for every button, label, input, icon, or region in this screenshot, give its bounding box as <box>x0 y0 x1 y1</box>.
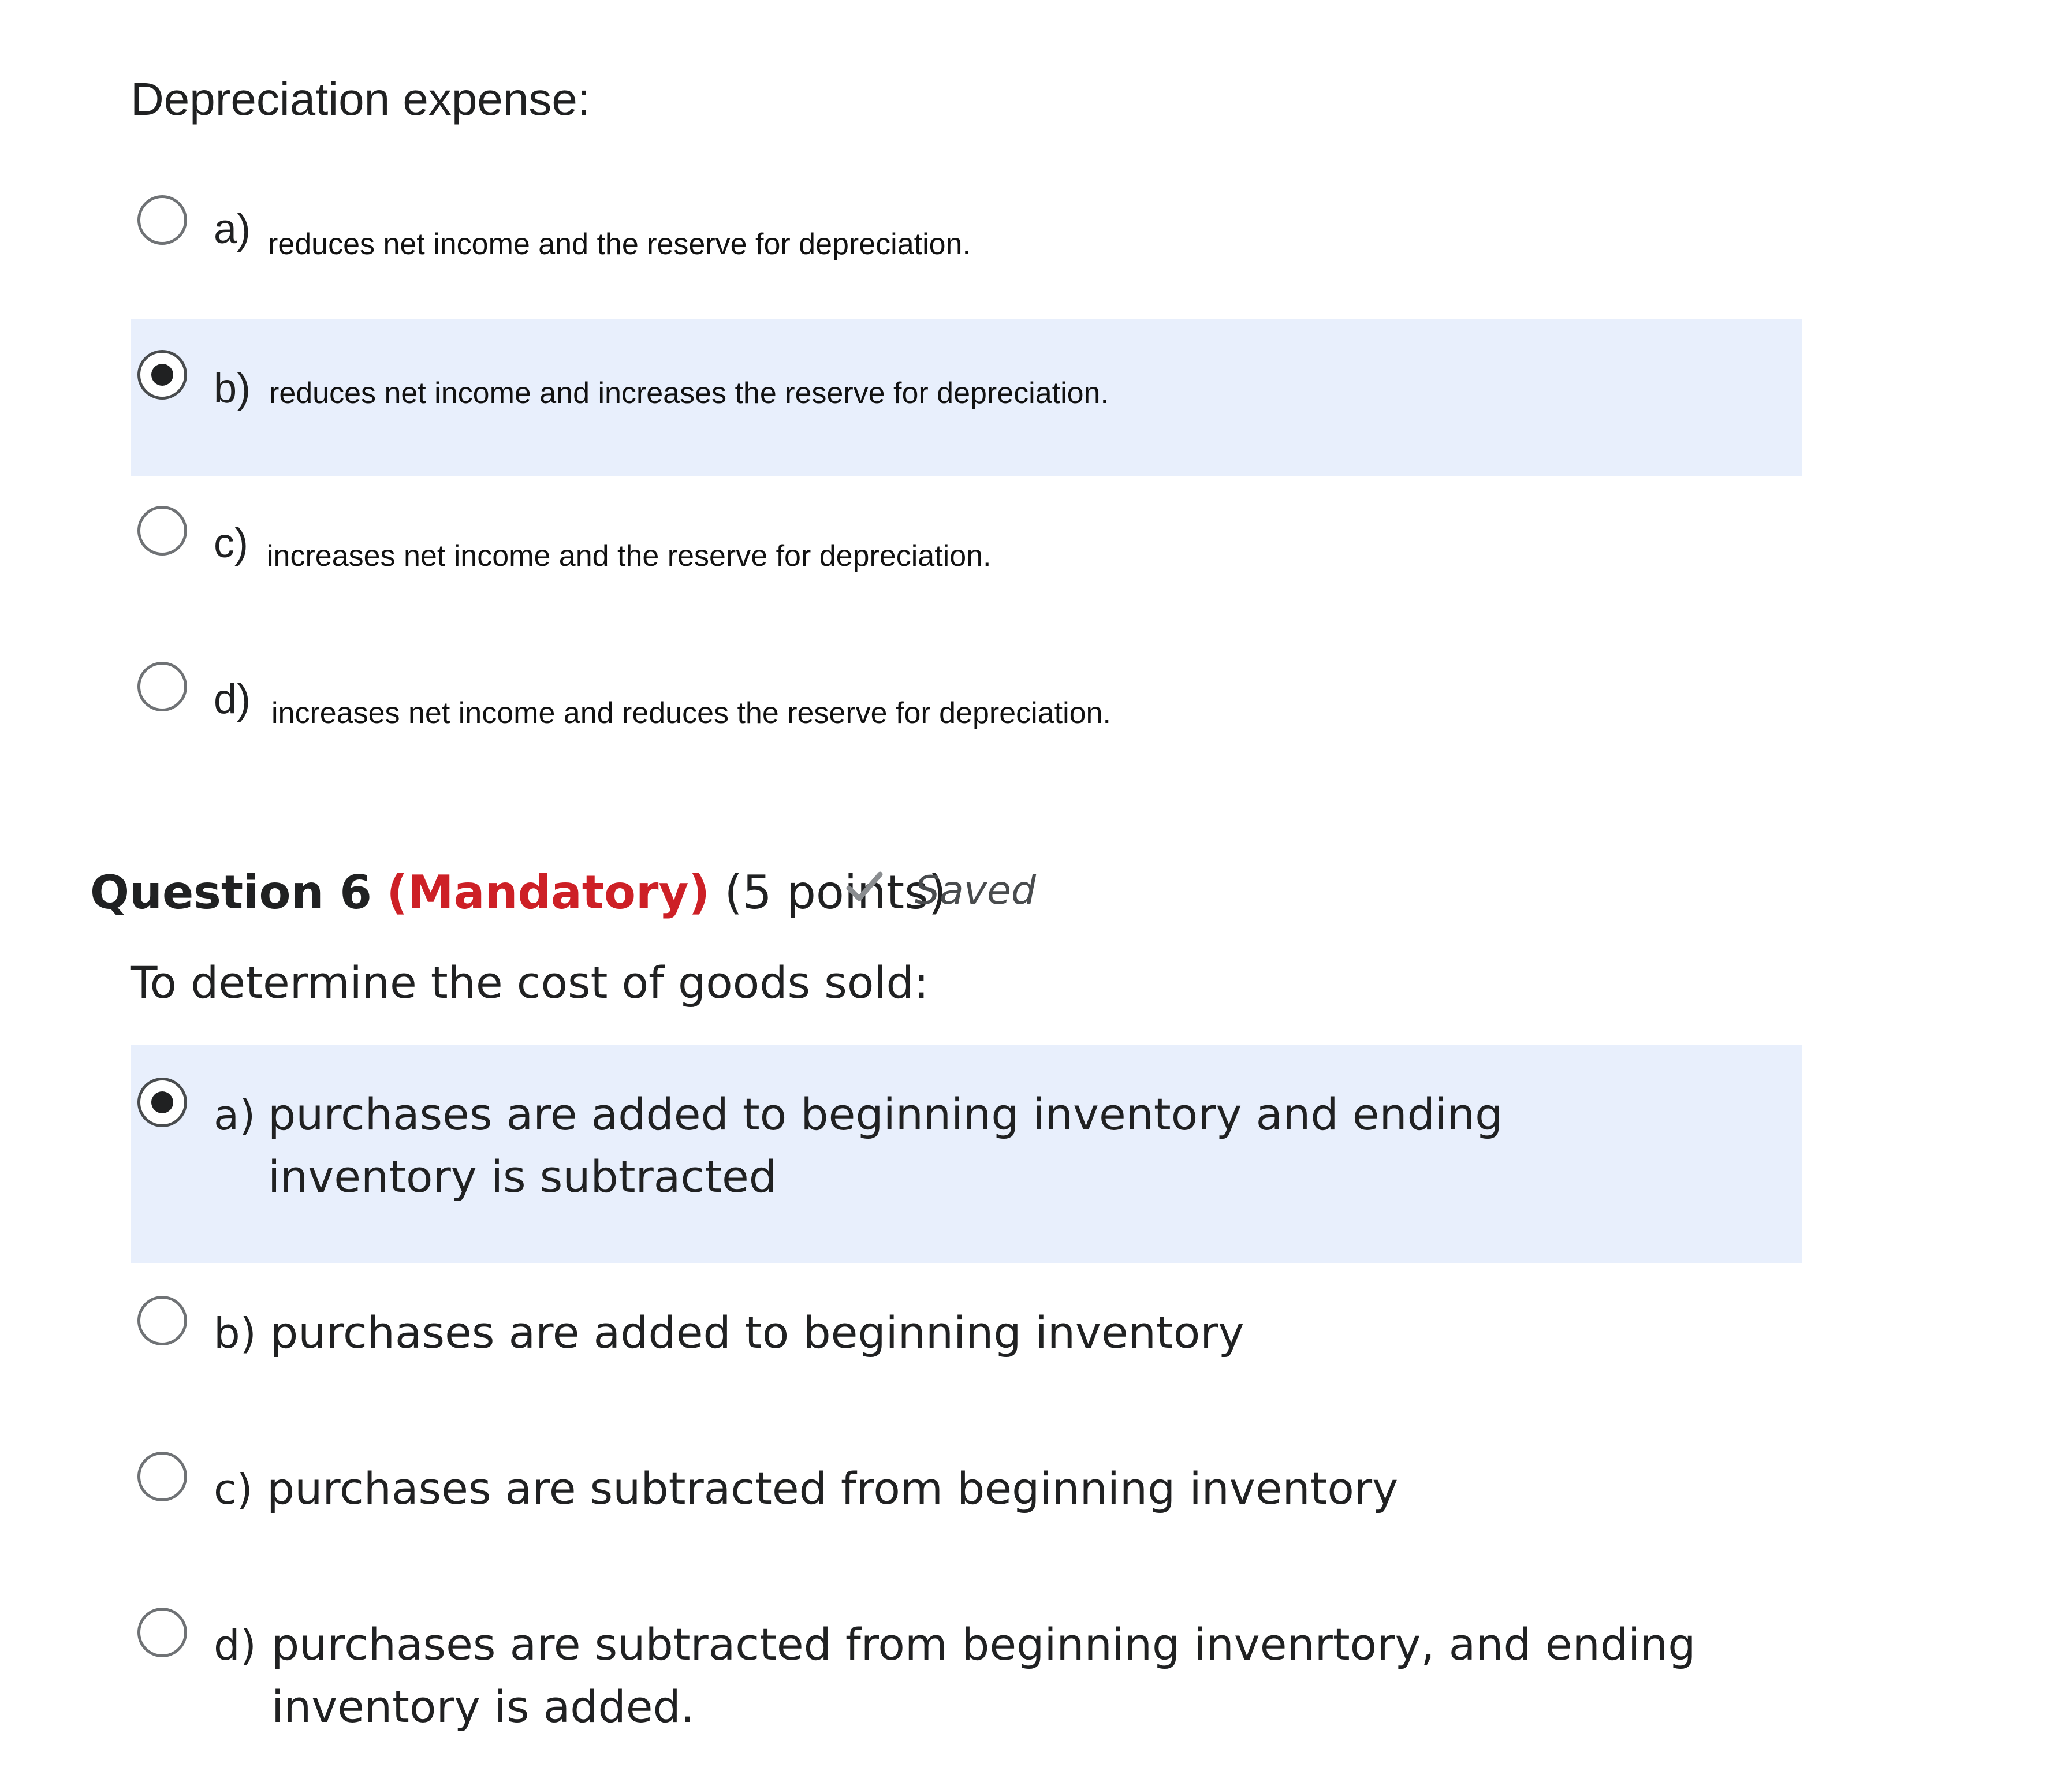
question-6-header <box>90 864 946 922</box>
question-6-title: Question 6 <box>90 866 372 919</box>
q5-option-b-letter: b) <box>214 366 251 412</box>
q5-option-a-letter: a) <box>214 206 251 252</box>
q5-option-b-text: reduces net income and increases the reserve for depreciation. <box>269 376 1109 410</box>
points-label: (5 points) <box>724 866 946 919</box>
q5-option-c-letter: c) <box>214 520 248 566</box>
q6-option-d-radio[interactable] <box>137 1608 187 1657</box>
q5-option-d-radio[interactable] <box>137 662 187 711</box>
q6-option-d-letter: d) <box>214 1621 256 1669</box>
question-6-prompt: To determine the cost of goods sold: <box>131 957 929 1008</box>
q5-option-c-radio[interactable] <box>137 506 187 556</box>
q6-option-a-letter: a) <box>214 1091 256 1139</box>
q6-option-b-text: purchases are added to beginning inventory <box>270 1307 1244 1358</box>
q6-option-b-letter: b) <box>214 1309 256 1358</box>
q6-option-c-text: purchases are subtracted from beginning inventory <box>267 1463 1399 1514</box>
q5-option-c-text: increases net income and the reserve for depreciation. <box>267 539 992 573</box>
q6-option-c-radio[interactable] <box>137 1452 187 1501</box>
q6-option-a-radio[interactable] <box>137 1078 187 1127</box>
mandatory-label: (Mandatory) <box>386 866 710 919</box>
question-5-prompt: Depreciation expense: <box>131 73 591 125</box>
q5-option-d-text: increases net income and reduces the reserve for depreciation. <box>271 696 1111 730</box>
saved-status: Saved <box>915 868 1037 914</box>
checkmark-icon <box>844 866 885 907</box>
q6-option-d-text: purchases are subtracted from beginning invenrtory, and ending inventory is added. <box>271 1619 1696 1732</box>
q5-option-a-text: reduces net income and the reserve for depreciation. <box>268 228 971 261</box>
q6-option-a-text: purchases are added to beginning inventory and ending inventory is subtracted <box>268 1088 1503 1202</box>
q5-option-b-radio[interactable] <box>137 350 187 400</box>
q6-option-b-radio[interactable] <box>137 1296 187 1345</box>
q5-option-d-letter: d) <box>214 676 251 722</box>
q6-option-c-letter: c) <box>214 1465 253 1513</box>
q5-option-a-radio[interactable] <box>137 195 187 245</box>
